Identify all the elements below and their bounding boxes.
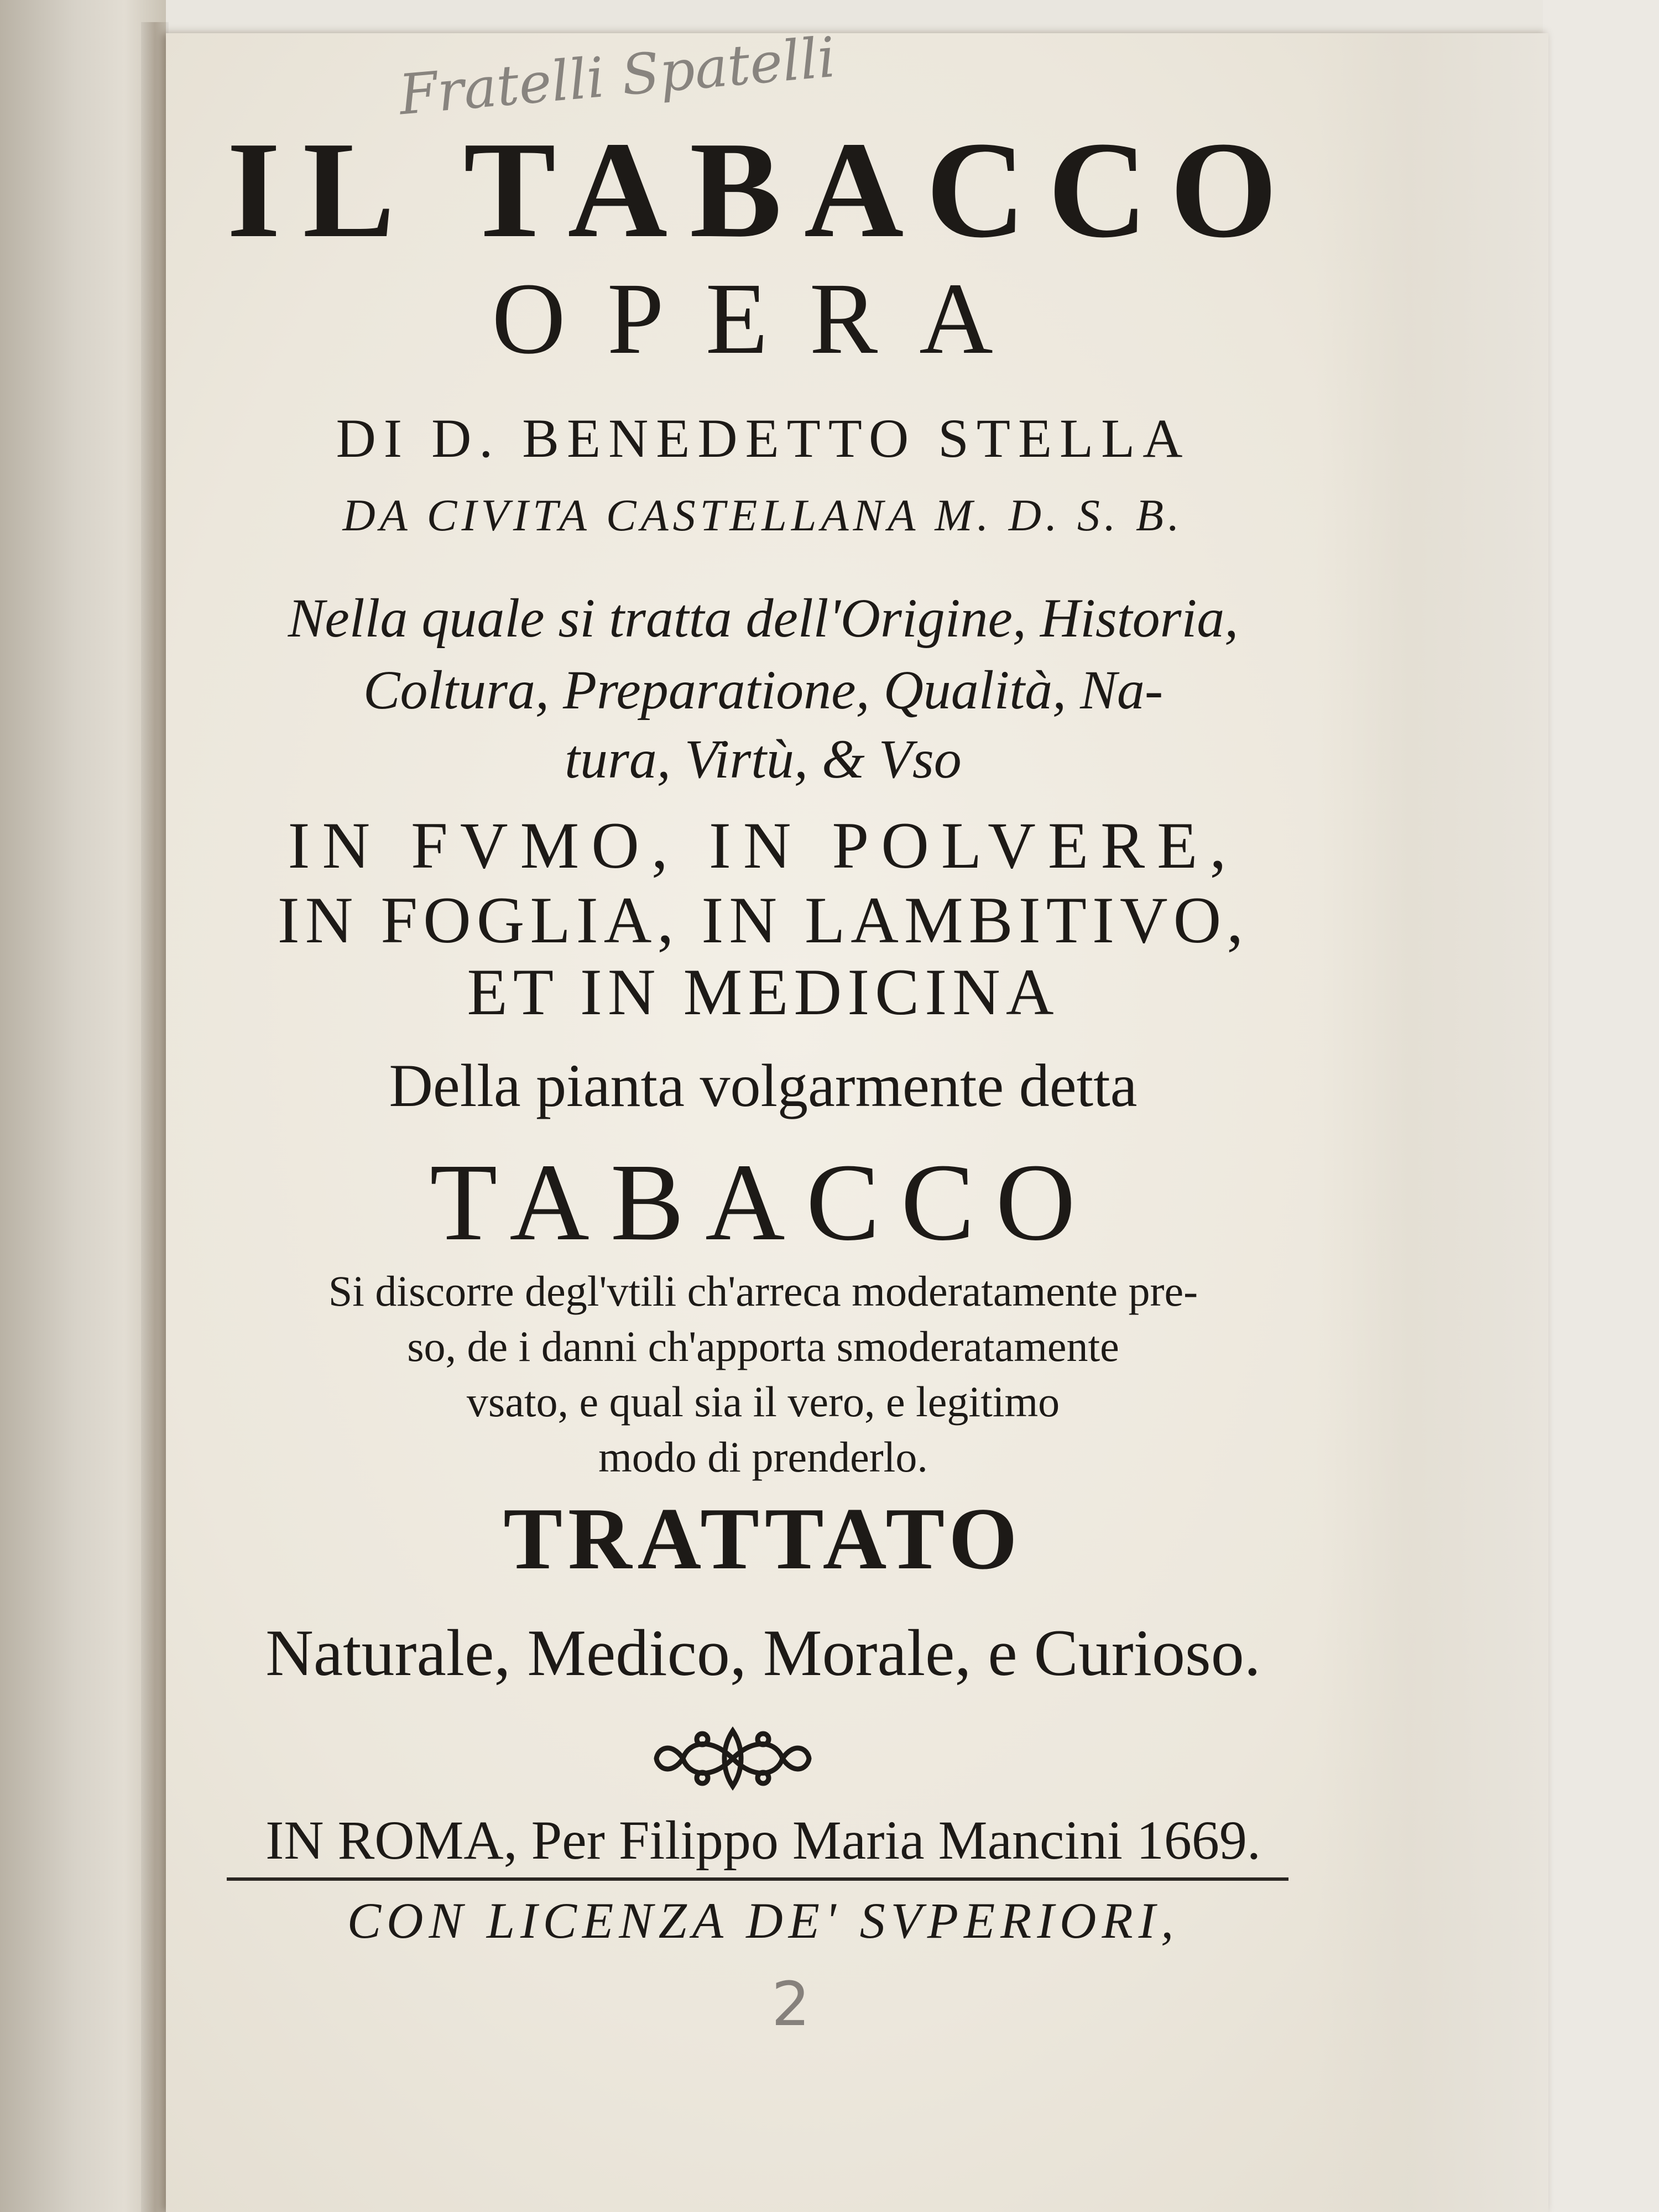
background bbox=[1543, 0, 1659, 2212]
discourse-line: Si discorre degl'vtili ch'arreca moderatamente pre- bbox=[328, 1267, 1198, 1315]
handwritten-inscription: Fratelli Spatelli bbox=[396, 24, 838, 128]
treatise-label: TRATTATO bbox=[503, 1489, 1023, 1588]
book-gutter bbox=[141, 22, 169, 2212]
discourse-line: so, de i danni ch'apporta smoderatamente bbox=[407, 1322, 1119, 1370]
uses-line: IN FVMO, IN POLVERE, bbox=[288, 808, 1239, 882]
treatise-kinds: Naturale, Medico, Morale, e Curioso. bbox=[265, 1616, 1261, 1689]
description-line: tura, Virtù, & Vso bbox=[565, 728, 962, 790]
book-subtitle: OPERA bbox=[492, 262, 1035, 375]
page-discoloration bbox=[1316, 33, 1548, 2212]
imprint-line: IN ROMA, Per Filippo Maria Mancini 1669. bbox=[265, 1809, 1261, 1871]
printers-ornament-icon bbox=[650, 1720, 816, 1797]
author-line: DI D. BENEDETTO STELLA bbox=[336, 408, 1191, 469]
plant-line: Della pianta volgarmente detta bbox=[389, 1052, 1138, 1119]
discourse-line: vsato, e qual sia il vero, e legitimo bbox=[466, 1378, 1060, 1426]
uses-line: ET IN MEDICINA bbox=[467, 955, 1060, 1029]
description-line: Coltura, Preparatione, Qualità, Na- bbox=[363, 659, 1164, 721]
description-line: Nella quale si tratta dell'Origine, Historia, bbox=[288, 587, 1239, 649]
divider-rule bbox=[227, 1877, 1288, 1881]
book-title: IL TABACCO bbox=[227, 113, 1300, 267]
origin-line: DA CIVITA CASTELLANA M. D. S. B. bbox=[342, 490, 1184, 540]
page-number: 2 bbox=[771, 1969, 810, 2039]
plant-name: TABACCO bbox=[430, 1141, 1097, 1264]
license-line: CON LICENZA DE' SVPERIORI, bbox=[347, 1892, 1180, 1949]
uses-line: IN FOGLIA, IN LAMBITIVO, bbox=[277, 883, 1249, 957]
discourse-line: modo di prenderlo. bbox=[598, 1433, 928, 1481]
